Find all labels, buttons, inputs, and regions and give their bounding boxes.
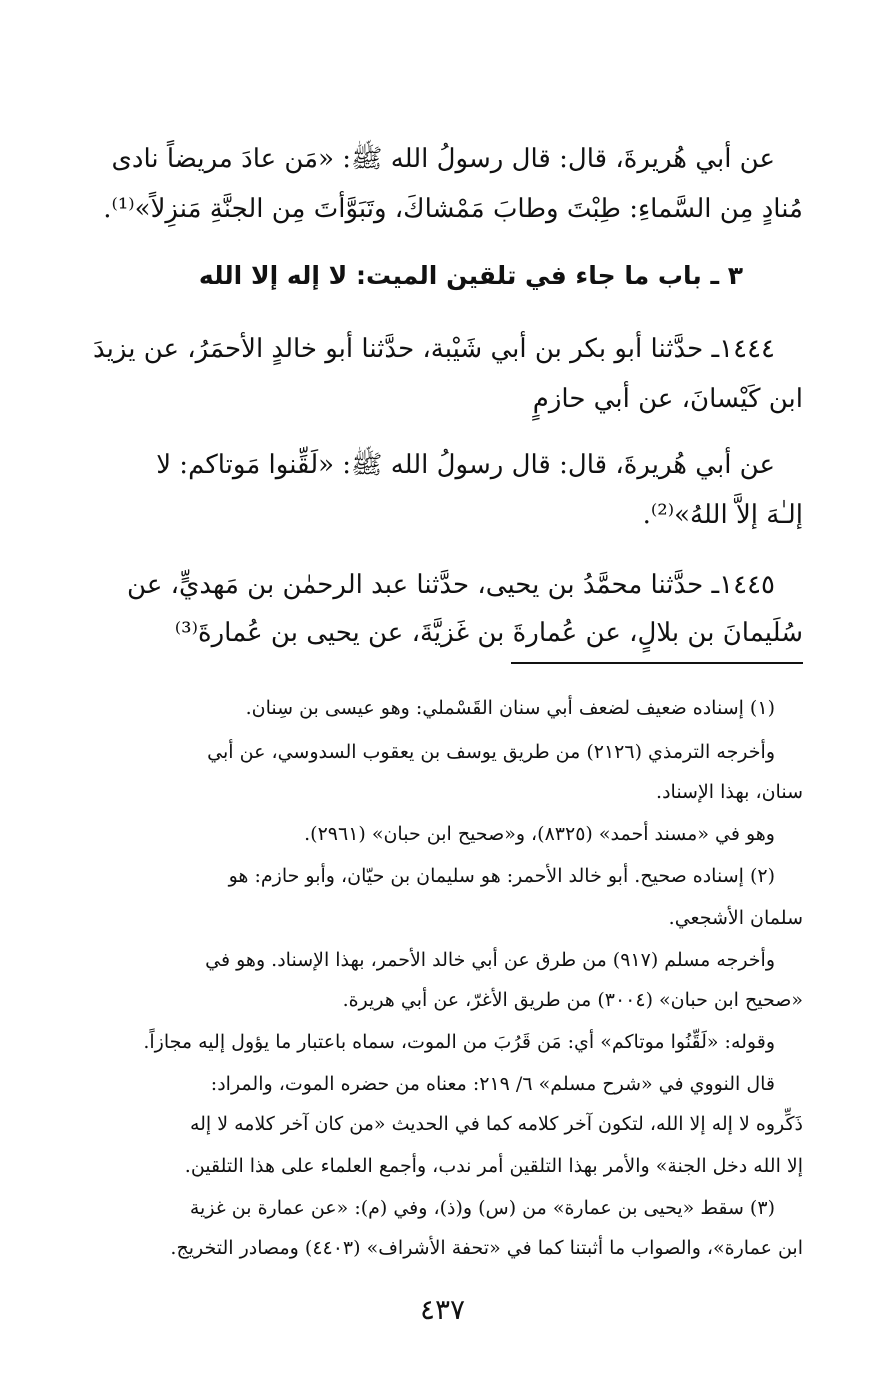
text-line: سُلَيمانَ بن بلالٍ، عن عُمارةَ بن غَزيَّةَ، عن يحيى بن عُمارةَ⁽³⁾ (174, 618, 803, 648)
footnote-line: إلا الله دخل الجنة» والأمر بهذا التلقين أمر ندب، وأجمع العلماء على هذا التلقين. (184, 1155, 803, 1177)
footnote-line: «صحيح ابن حبان» (٣٠٠٤) من طريق الأغرّ، عن أبي هريرة. (342, 989, 803, 1011)
text-line: عن أبي هُريرةَ، قال: قال رسولُ الله ﷺ: «مَن عادَ مريضاً نادى (111, 144, 775, 174)
text-line: مُنادٍ مِن السَّماءِ: طِبْتَ وطابَ مَمْشاكَ، وتَبَوَّأتَ مِن الجنَّةِ مَنزِلاً»⁽¹⁾. (103, 194, 803, 224)
footnote-line: وهو في «مسند أحمد» (٨٣٢٥)، و«صحيح ابن حبان» (٢٩٦١). (304, 823, 775, 845)
footnote-line: سلمان الأشجعي. (668, 907, 803, 929)
footnote-line: (٣) سقط «يحيى بن عمارة» من (س) و(ذ)، وفي (م): «عن عمارة بن غزية (189, 1197, 775, 1219)
text-line: ١٤٤٥ـ حدَّثنا محمَّدُ بن يحيى، حدَّثنا عبد الرحمٰن بن مَهديٍّ، عن (127, 570, 775, 600)
footnote-line: وقوله: «لَقِّنُوا موتاكم» أي: مَن قَرُبَ من الموت، سماه باعتبار ما يؤول إليه مجازاً. (143, 1031, 775, 1053)
text-line: ابن كَيْسانَ، عن أبي حازمٍ (532, 384, 803, 414)
footnote-line: وأخرجه مسلم (٩١٧) من طرق عن أبي خالد الأحمر، بهذا الإسناد. وهو في (205, 949, 775, 971)
text-line: ١٤٤٤ـ حدَّثنا أبو بكر بن أبي شَيْبة، حدَّثنا أبو خالدٍ الأحمَرُ، عن يزيدَ (92, 334, 775, 364)
text-line: عن أبي هُريرةَ، قال: قال رسولُ الله ﷺ: «لَقِّنوا مَوتاكم: لا (156, 450, 775, 480)
footnote-line: ذَكِّروه لا إله إلا الله، لتكون آخر كلامه كما في الحديث «من كان آخر كلامه لا إله (189, 1113, 803, 1135)
page-number: ٤٣٧ (419, 1293, 466, 1326)
footnote-line: سنان، بهذا الإسناد. (656, 781, 803, 803)
footnote-line: (٢) إسناده صحيح. أبو خالد الأحمر: هو سليمان بن حيّان، وأبو حازم: هو (228, 865, 775, 887)
footnote-divider (511, 662, 803, 664)
chapter-heading: ٣ ـ باب ما جاء في تلقين الميت: لا إله إلا الله (198, 261, 743, 290)
footnote-line: (١) إسناده ضعيف لضعف أبي سنان القَسْملي: وهو عيسى بن سِنان. (245, 697, 775, 719)
footnote-line: وأخرجه الترمذي (٢١٢٦) من طريق يوسف بن يعقوب السدوسي، عن أبي (207, 741, 775, 763)
footnote-line: ابن عمارة»، والصواب ما أثبتنا كما في «تحفة الأشراف» (٤٤٠٣) ومصادر التخريج. (170, 1237, 803, 1259)
footnote-line: قال النووي في «شرح مسلم» ٦/ ٢١٩: معناه من حضره الموت، والمراد: (210, 1073, 775, 1095)
text-line: إلـٰهَ إلاَّ اللهُ»⁽²⁾. (642, 500, 803, 530)
